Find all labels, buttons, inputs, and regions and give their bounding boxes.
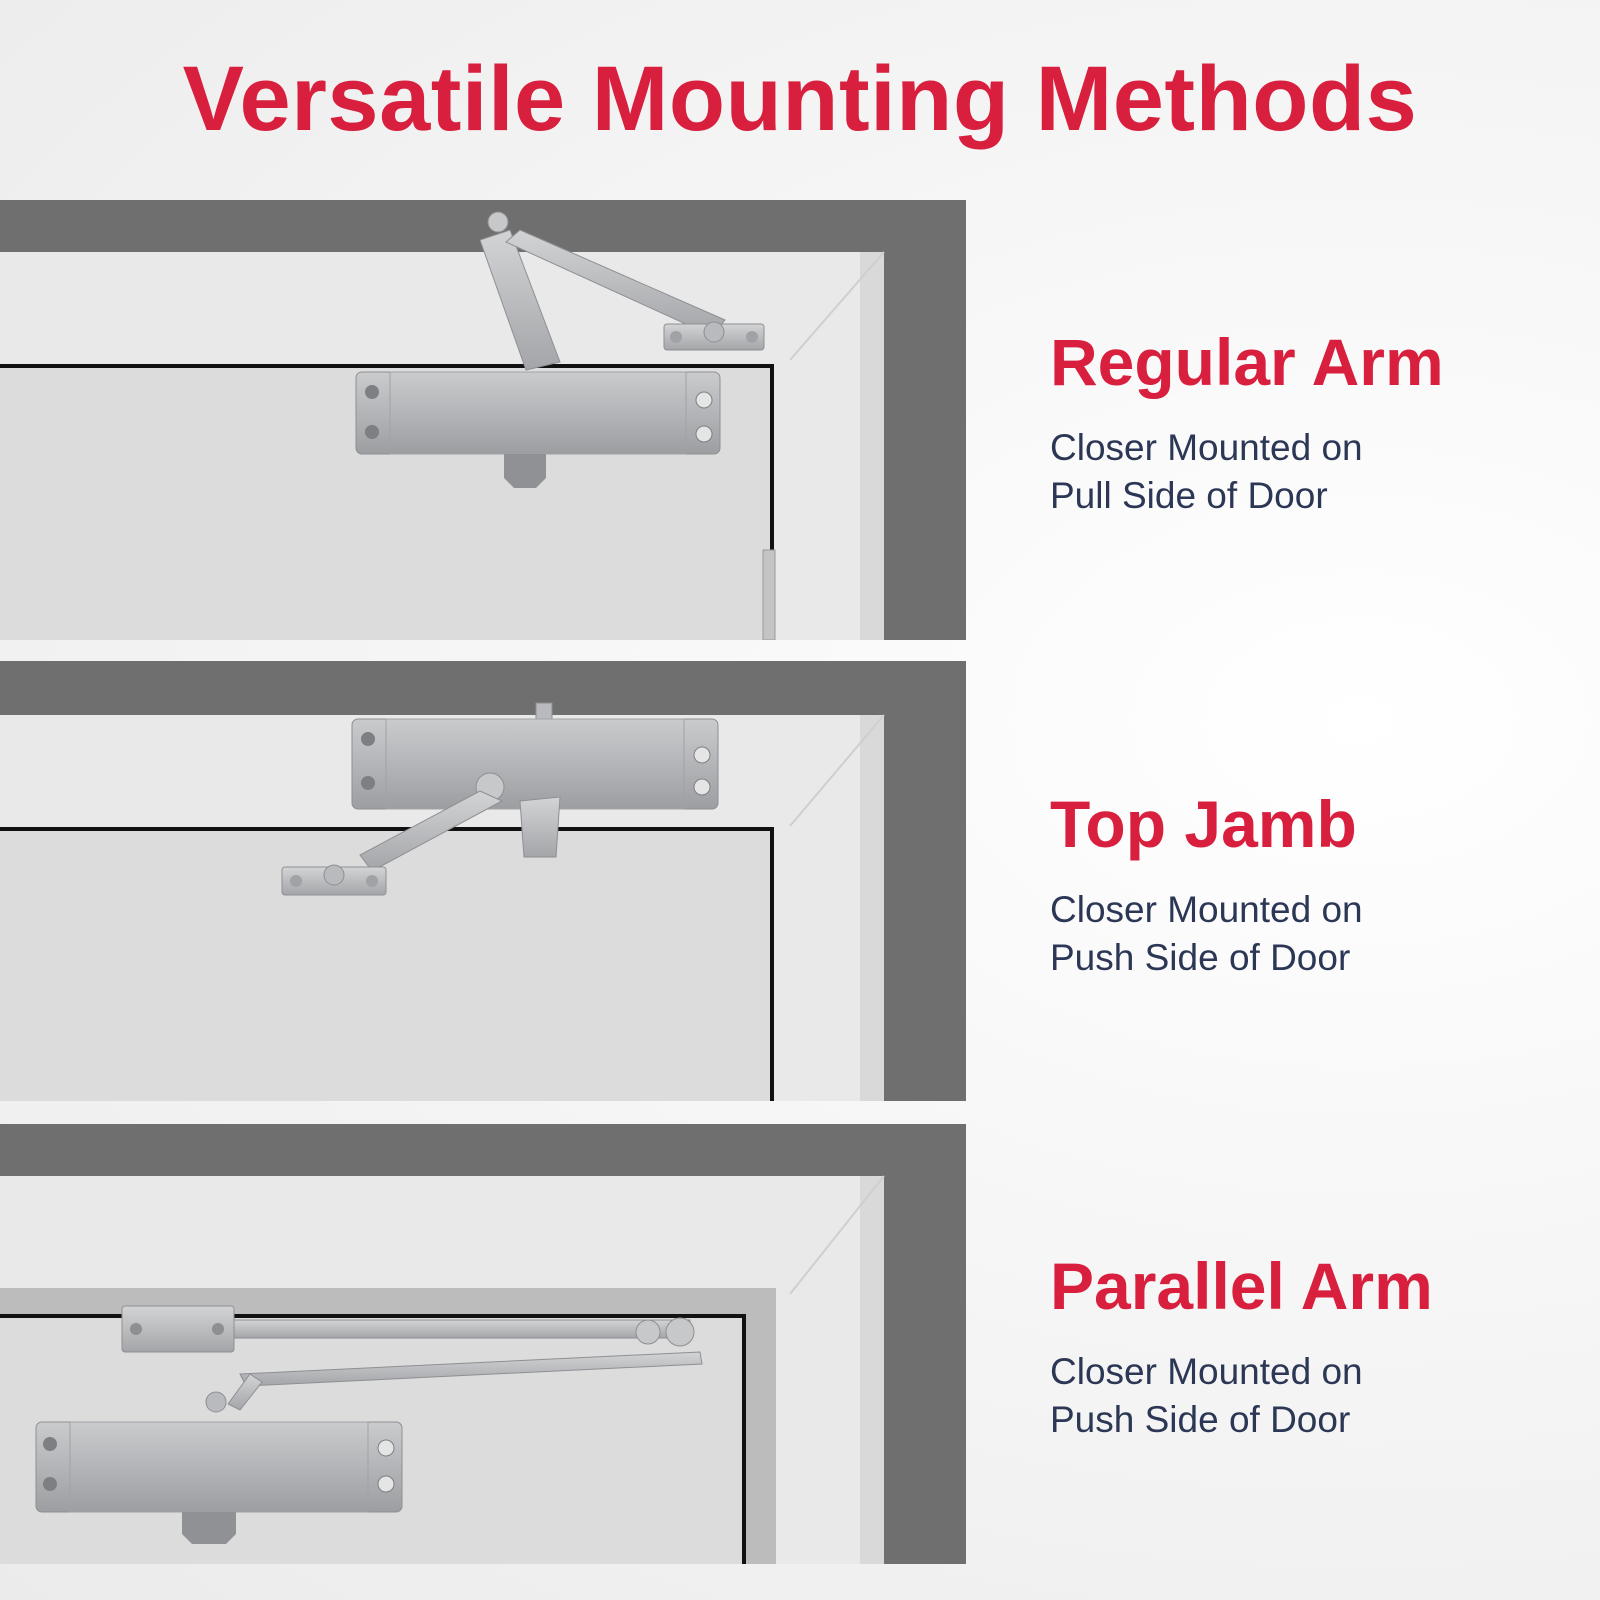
- method-title: Parallel Arm: [1050, 1249, 1433, 1323]
- method-regular-arm: [1050, 324, 1570, 520]
- method-description: [1050, 886, 1570, 982]
- method-parallel-arm: [1050, 1248, 1570, 1444]
- method-title: Top Jamb: [1050, 787, 1357, 861]
- method-description-line: Closer Mounted on: [1050, 1351, 1363, 1392]
- top-jamb-illustration: [0, 661, 966, 1101]
- method-description-line: Push Side of Door: [1050, 1399, 1351, 1440]
- method-description-line: Closer Mounted on: [1050, 889, 1363, 930]
- regular-arm-illustration: [0, 200, 966, 640]
- parallel-arm-illustration: [0, 1124, 966, 1564]
- method-title: Regular Arm: [1050, 325, 1444, 399]
- method-description: [1050, 424, 1570, 520]
- method-description: [1050, 1348, 1570, 1444]
- method-description-line: Closer Mounted on: [1050, 427, 1363, 468]
- page-title: Versatile Mounting Methods: [182, 48, 1418, 150]
- method-description-line: Push Side of Door: [1050, 937, 1351, 978]
- method-top-jamb: [1050, 786, 1570, 982]
- method-description-line: Pull Side of Door: [1050, 475, 1328, 516]
